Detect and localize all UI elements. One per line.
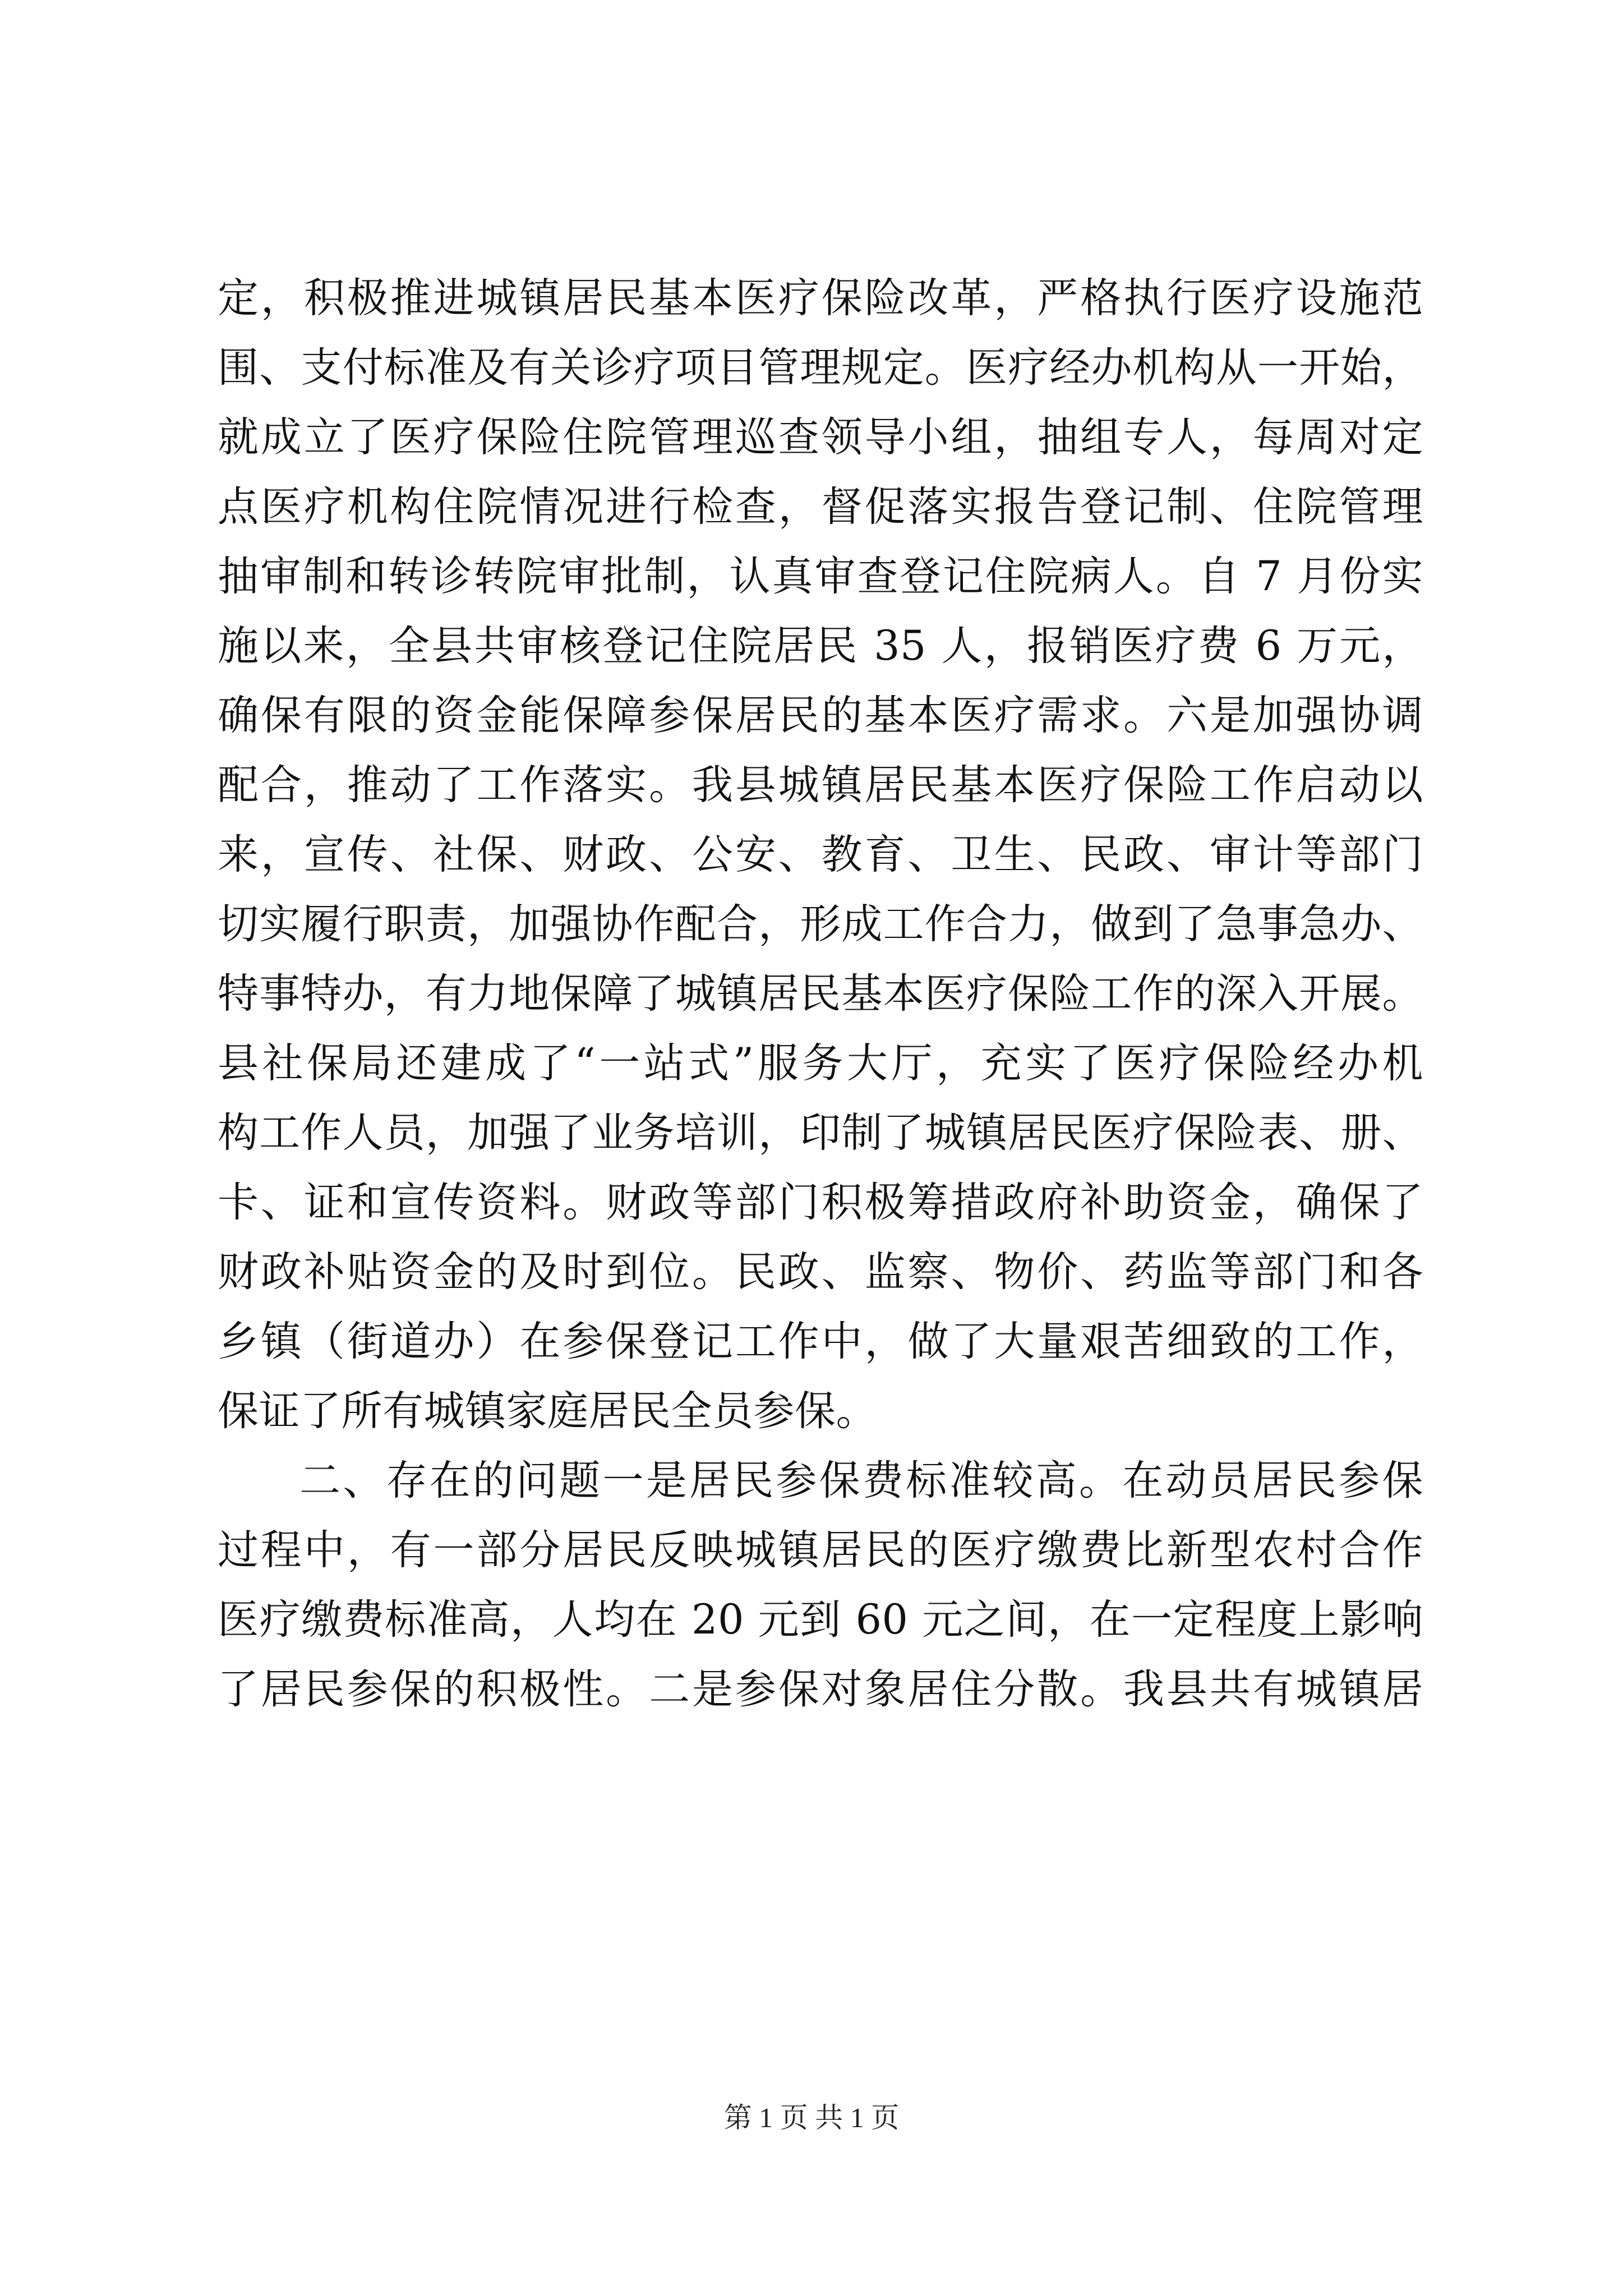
text-line: 卡、证和宣传资料。财政等部门积极筹措政府补助资金，确保了 [218,1179,1423,1226]
text-line: 确保有限的资金能保障参保居民的基本医疗需求。六是加强协调 [218,692,1423,739]
text-line: 定，积极推进城镇居民基本医疗保险改革，严格执行医疗设施范 [218,274,1423,322]
text-line: 施以来，全县共审核登记住院居民 35 人，报销医疗费 6 万元， [218,622,1423,670]
text-line: 财政补贴资金的及时到位。民政、监察、物价、药监等部门和各 [218,1248,1423,1296]
text-line: 构工作人员，加强了业务培训，印制了城镇居民医疗保险表、册、 [218,1109,1423,1157]
text-line: 来，宣传、社保、财政、公安、教育、卫生、民政、审计等部门 [218,831,1423,878]
text-line: 过程中，有一部分居民反映城镇居民的医疗缴费比新型农村合作 [218,1526,1423,1574]
text-line: 围、支付标准及有关诊疗项目管理规定。医疗经办机构从一开始， [218,344,1423,392]
text-line: 县社保局还建成了“一站式”服务大厅，充实了医疗保险经办机 [218,1039,1423,1087]
page-footer: 第 1 页 共 1 页 [723,2102,900,2133]
text-line: 切实履行职责，加强协作配合，形成工作合力，做到了急事急办、 [218,900,1423,948]
text-line: 特事特办，有力地保障了城镇居民基本医疗保险工作的深入开展。 [218,970,1423,1018]
text-line: 配合，推动了工作落实。我县城镇居民基本医疗保险工作启动以 [218,761,1423,809]
text-line: 就成立了医疗保险住院管理巡查领导小组，抽组专人，每周对定 [218,413,1423,461]
text-line-paragraph-end: 保证了所有城镇家庭居民全员参保。 [218,1387,877,1435]
text-line: 医疗缴费标准高，人均在 20 元到 60 元之间，在一定程度上影响 [218,1596,1423,1644]
document-body [218,264,1423,1724]
text-line-paragraph-start: 二、存在的问题一是居民参保费标准较高。在动员居民参保 [299,1457,1423,1504]
text-line: 乡镇（街道办）在参保登记工作中，做了大量艰苦细致的工作， [218,1318,1423,1365]
text-line: 了居民参保的积极性。二是参保对象居住分散。我县共有城镇居 [218,1665,1423,1713]
text-line: 抽审制和转诊转院审批制，认真审查登记住院病人。自 7 月份实 [218,553,1423,600]
text-line: 点医疗机构住院情况进行检查，督促落实报告登记制、住院管理 [218,483,1423,531]
